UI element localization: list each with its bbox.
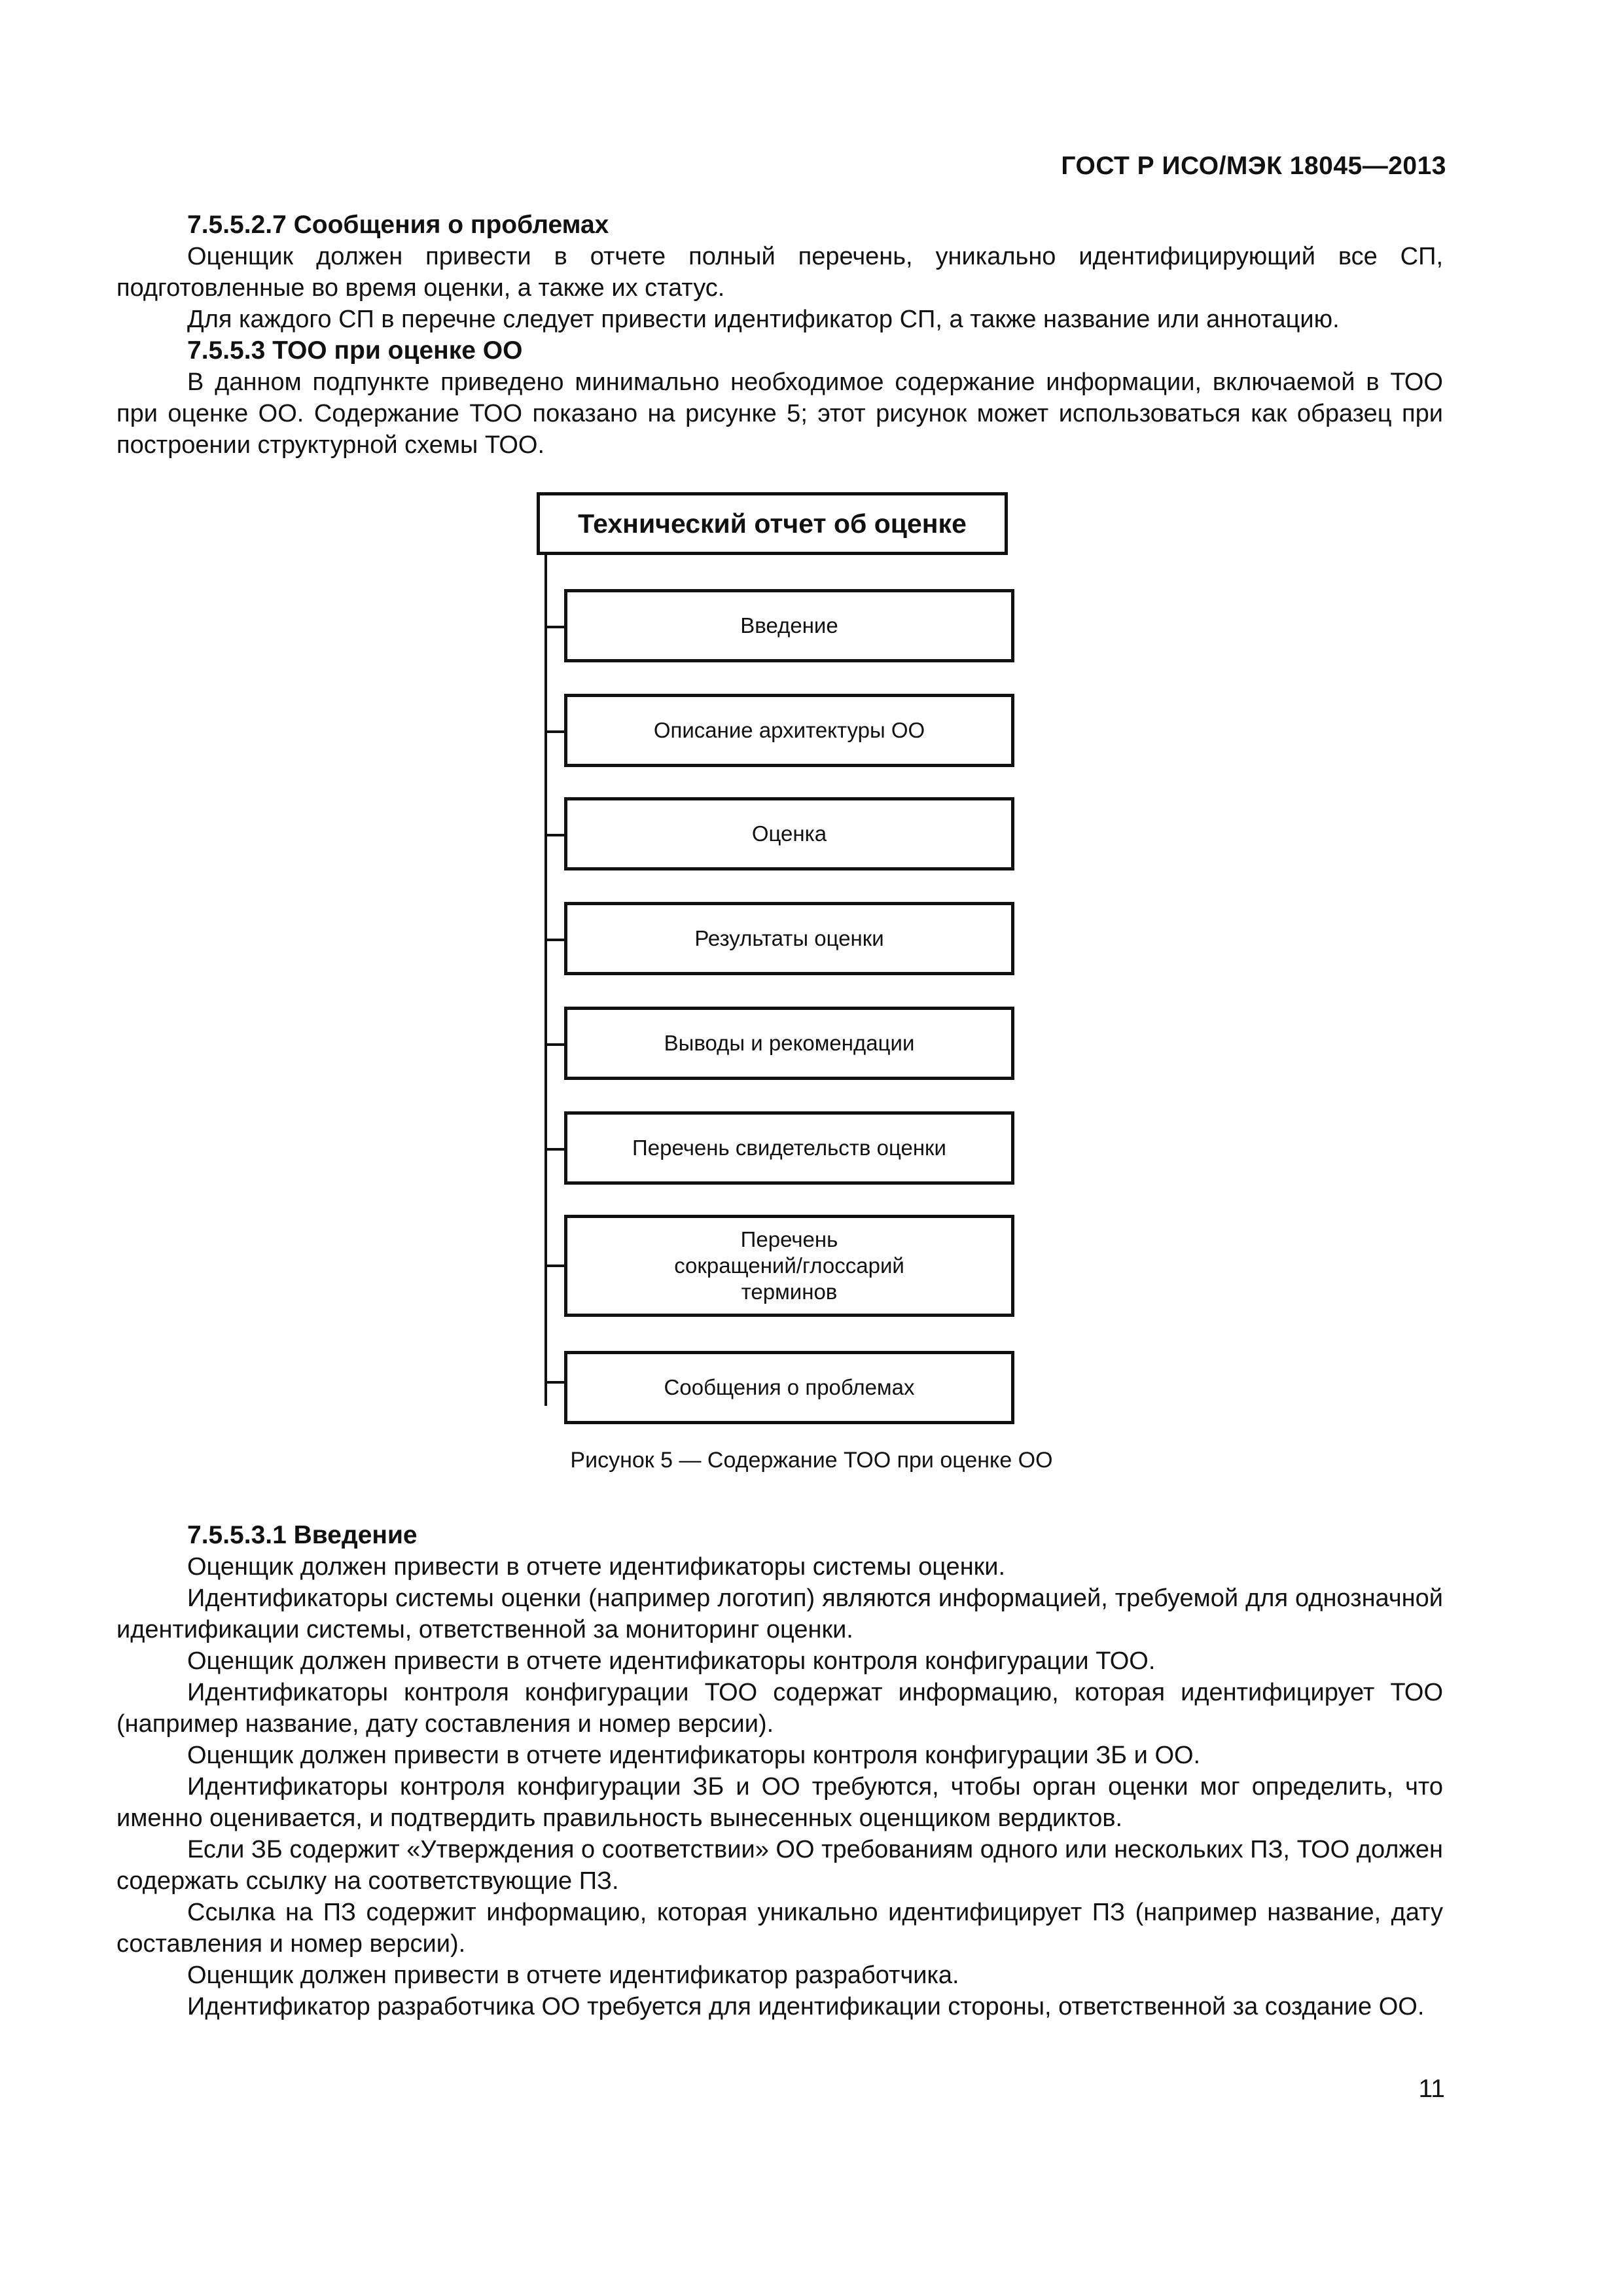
diagram-connector	[544, 834, 565, 836]
diagram-connector	[544, 626, 565, 628]
document-header: ГОСТ Р ИСО/МЭК 18045—2013	[1061, 152, 1446, 180]
diagram-connector	[544, 1043, 565, 1046]
section-problem-reports	[116, 209, 1443, 461]
diagram-box-evaluation: Оценка	[564, 797, 1014, 870]
diagram-box-problem-reports: Сообщения о проблемах	[564, 1351, 1014, 1424]
paragraph: Идентификатор разработчика ОО требуется для идентификации стороны, ответственной за создание ОО.	[187, 1993, 1425, 2020]
diagram-root-box: Технический отчет об оценке	[537, 492, 1008, 555]
diagram-box-glossary: Перечень сокращений/глоссарий терминов	[564, 1215, 1014, 1317]
paragraph: Если ЗБ содержит «Утверждения о соответствии» ОО требованиям одного или нескольких ПЗ, ТОО должен содержать ссылку на соответствующие ПЗ.	[116, 1836, 1443, 1895]
heading-7-5-5-2-7: 7.5.5.2.7 Сообщения о проблемах	[187, 211, 609, 239]
paragraph: Оценщик должен привести в отчете идентификатор разработчика.	[187, 1962, 959, 1989]
paragraph: Идентификаторы контроля конфигурации ТОО содержат информацию, которая идентифицирует ТОО (например название, дату составления и номер версии).	[116, 1679, 1443, 1738]
diagram-box-architecture: Описание архитектуры ОО	[564, 694, 1014, 767]
diagram-box-results: Результаты оценки	[564, 902, 1014, 975]
diagram-connector	[544, 1381, 565, 1384]
diagram-connector	[544, 939, 565, 941]
diagram-connector	[544, 1148, 565, 1151]
section-introduction	[116, 1520, 1443, 2022]
paragraph: Идентификаторы системы оценки (например логотип) являются информацией, требуемой для однозначной идентификации системы, ответственной за мониторинг оценки.	[116, 1585, 1443, 1643]
diagram-connector	[544, 1265, 565, 1267]
paragraph: Для каждого СП в перечне следует привести идентификатор СП, а также название или аннотацию.	[187, 306, 1340, 333]
heading-7-5-5-3-1: 7.5.5.3.1 Введение	[187, 1521, 418, 1549]
heading-7-5-5-3: 7.5.5.3 ТОО при оценке ОО	[187, 336, 523, 365]
diagram-connector-line	[544, 555, 547, 1406]
paragraph: Оценщик должен привести в отчете полный перечень, уникально идентифицирующий все СП, подготовленные во время оценки, а также их статус.	[116, 243, 1443, 302]
paragraph: В данном подпункте приведено минимально необходимое содержание информации, включаемой в ТОО при оценке ОО. Содержание ТОО показано на рисунке 5; этот рисунок может использоваться как образец при построении структурной схемы ТОО.	[116, 368, 1443, 459]
diagram-box-conclusions: Выводы и рекомендации	[564, 1007, 1014, 1080]
paragraph: Идентификаторы контроля конфигурации ЗБ и ОО требуются, чтобы орган оценки мог определить, что именно оценивается, и подтвердить правильность вынесенных оценщиком вердиктов.	[116, 1773, 1443, 1832]
page-number: 11	[1418, 2075, 1445, 2103]
paragraph: Оценщик должен привести в отчете идентификаторы контроля конфигурации ЗБ и ОО.	[187, 1742, 1201, 1769]
etr-structure-diagram	[537, 492, 1021, 1435]
diagram-box-introduction: Введение	[564, 589, 1014, 662]
diagram-box-evidence-list: Перечень свидетельств оценки	[564, 1111, 1014, 1185]
diagram-connector	[544, 730, 565, 733]
paragraph: Оценщик должен привести в отчете идентификаторы контроля конфигурации ТОО.	[187, 1647, 1156, 1675]
figure-caption: Рисунок 5 — Содержание ТОО при оценке ОО	[570, 1448, 1053, 1473]
paragraph: Ссылка на ПЗ содержит информацию, которая уникально идентифицирует ПЗ (например название, дату составления и номер версии).	[116, 1899, 1443, 1958]
paragraph: Оценщик должен привести в отчете идентификаторы системы оценки.	[187, 1553, 1006, 1581]
